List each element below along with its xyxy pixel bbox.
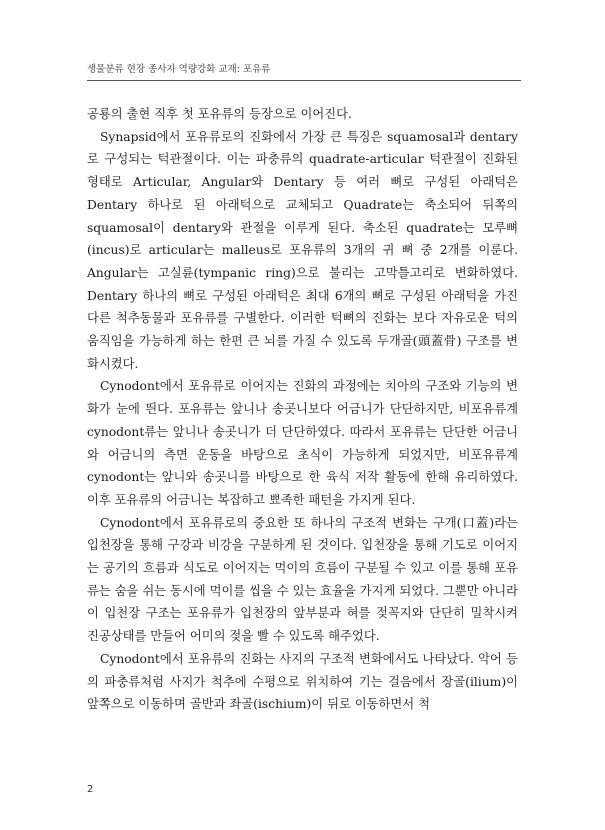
- paragraph-palate: Cynodont에서 포유류로의 중요한 또 하나의 구조적 변화는 구개(口蓋)라는 입천장을 통해 구강과 비강을 구분하게 된 것이다. 입천장을 통해 기도로 이어지는 공기의 흐름과 식도로 이어지는 먹이의 흐름이 구분될 수 있고 이를 통해 포유류는 숨을 쉬는 동시에 먹이를 씹을 수 있는 효율을 가지게 되었다. 그뿐만 아니라 이 입천장 구조는 포유류가 입천장의 앞부분과 혀를 젖꼭지와 단단히 밀착시켜 진공상태를 만들어 어미의 젖을 빨 수 있도록 해주었다.: [87, 515, 518, 644]
- body-text: [87, 103, 518, 716]
- page-number: 2: [87, 784, 94, 795]
- header-title: 생물분류 현장 종사자 역량강화 교재: 포유류: [87, 64, 271, 75]
- paragraph-limbs: Cynodont에서 포유류의 진화는 사지의 구조적 변화에서도 나타났다. 악어 등의 파충류처럼 사지가 척추에 수평으로 위치하여 기는 걸음에서 장골(ilium)이 앞쪽으로 이동하며 골반과 좌골(ischium)이 뒤로 이동하면서 척: [87, 651, 518, 712]
- header-divider: [87, 80, 521, 81]
- paragraph-continuation: 공룡의 출현 직후 첫 포유류의 등장으로 이어진다.: [87, 107, 352, 121]
- paragraph-jaw-joint: Synapsid에서 포유류로의 진화에서 가장 큰 특징은 squamosal과 dentary로 구성되는 턱관절이다. 이는 파충류의 quadrate-articular 턱관절이 진화된 형태로 Articular, Angular와 Dentary 등 여러 뼈로 구성된 아래턱은 Dentary 하나로 된 아래턱으로 교체되고 Quadrate는 축소되어 뒤쪽의 squamosal이 dentary와 관절을 이루게 된다. 축소된 quadrate는 모루뼈(incus)로 articular는 malleus로 포유류의 3개의 귀 뼈 중 2개를 이룬다. Angular는 고실륜(tympanic ring)으로 불리는 고막틀고리로 변화하였다. Dentary 하나의 뼈로 구성된 아래턱은 최대 6개의 뼈로 구성된 아래턱을 가진 다른 척추동물과 포유류를 구별한다. 이러한 턱뼈의 진화는 보다 자유로운 턱의 움직임을 가능하게 하는 한편 큰 뇌를 가질 수 있도록 두개골(頭蓋骨) 구조를 변화시켰다.: [87, 129, 518, 371]
- running-header: [87, 64, 521, 81]
- paragraph-teeth: Cynodont에서 포유류로 이어지는 진화의 과정에는 치아의 구조와 기능의 변화가 눈에 띈다. 포유류는 앞니나 송곳니보다 어금니가 단단하지만, 비포유류계 cynodont류는 앞니나 송곳니가 더 단단하였다. 따라서 포유류는 단단한 어금니와 어금니의 측면 운동을 바탕으로 초식이 가능하게 되었지만, 비포유류계 cynodont는 앞니와 송곳니를 바탕으로 한 육식 저작 활동에 한해 유리하였다. 이후 포유류의 어금니는 복잡하고 뾰족한 패턴을 가지게 된다.: [87, 379, 518, 507]
